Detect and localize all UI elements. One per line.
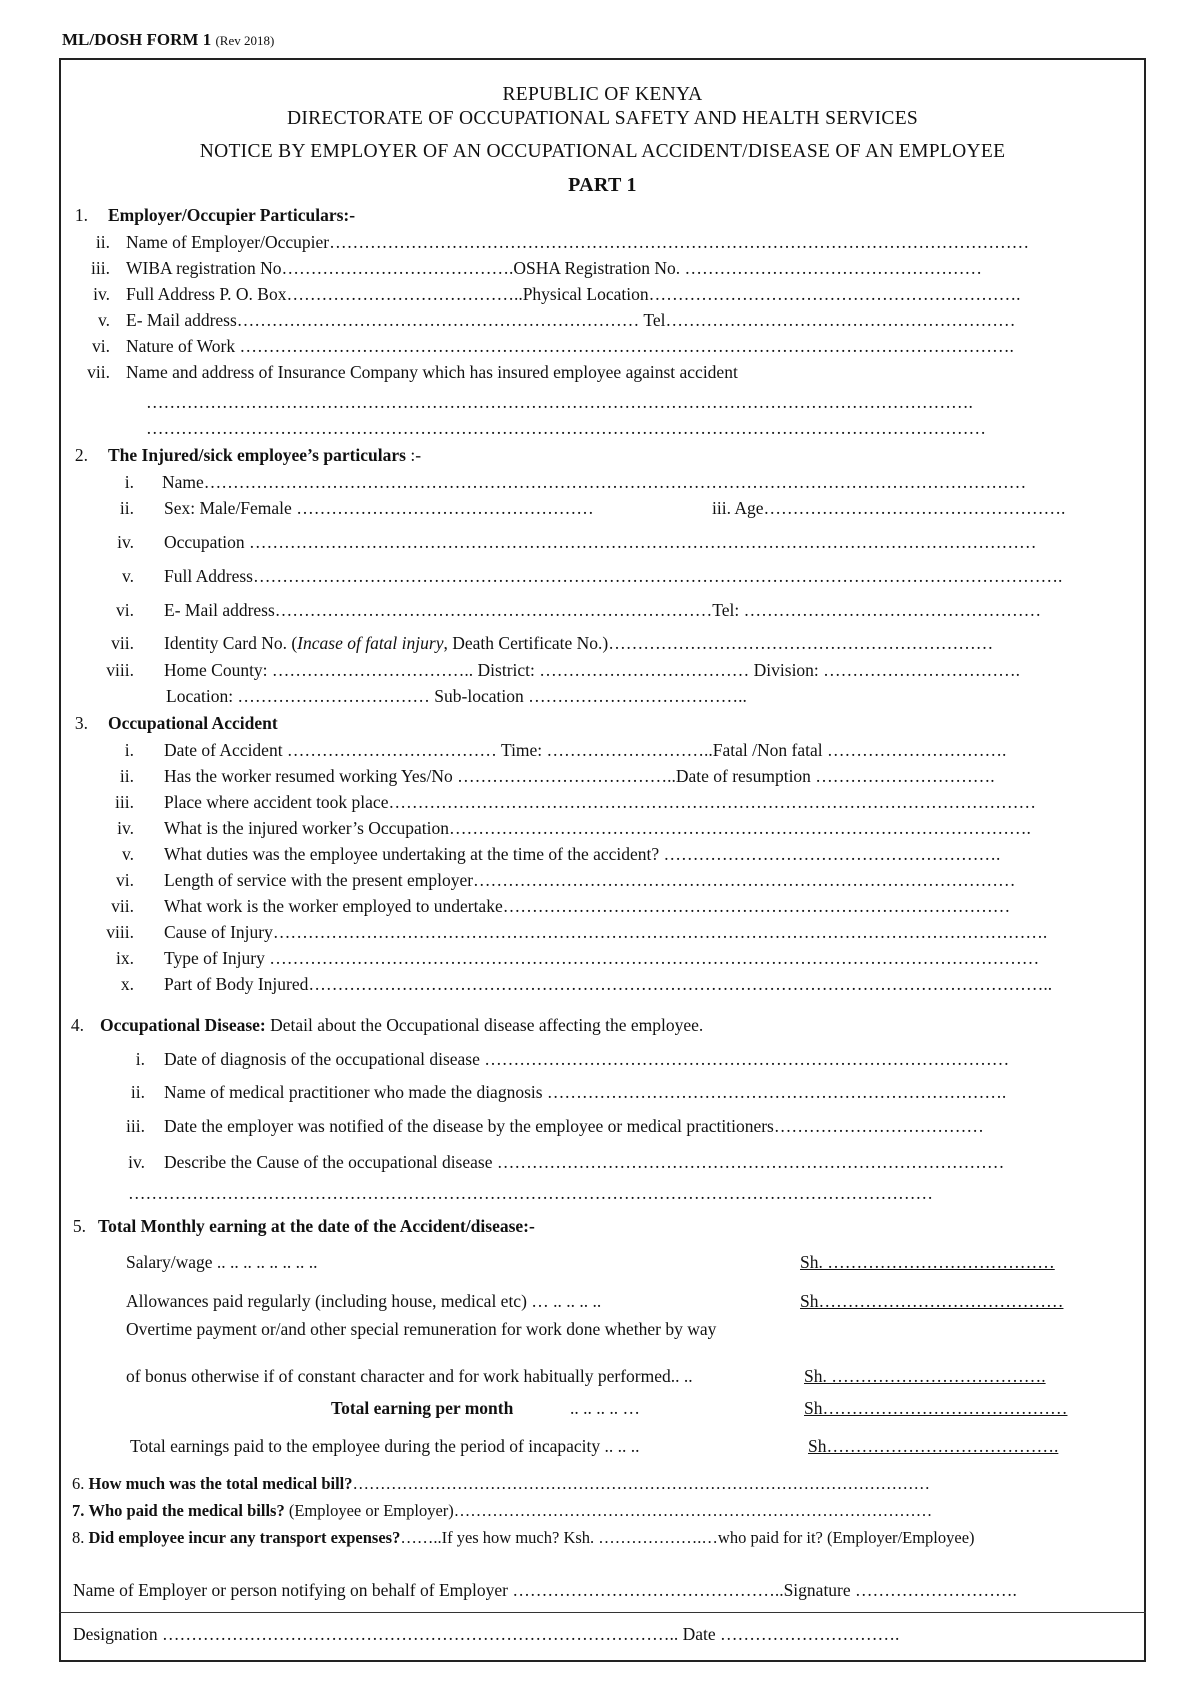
s4-notified-date-field[interactable]: Date the employer was notified of the disease by the employee or medical practitioners……………………………… bbox=[164, 1116, 984, 1136]
s2-iv-number: iv. bbox=[117, 532, 134, 552]
s3-resumed-field[interactable]: Has the worker resumed working Yes/No ………………………………..Date of resumption …………………………. bbox=[164, 766, 995, 786]
s5-total-dots: .. .. .. .. … bbox=[570, 1398, 640, 1418]
s5-salary-field[interactable]: Sh. ………………………………… bbox=[800, 1252, 1055, 1272]
s3-work-employed-field[interactable]: What work is the worker employed to undertake…………………………………………………………………………… bbox=[164, 896, 1011, 916]
header-part: PART 1 bbox=[568, 174, 637, 196]
section-4-number: 4. bbox=[70, 1015, 84, 1035]
section-2-heading bbox=[108, 445, 421, 466]
s6-question: How much was the total medical bill? bbox=[88, 1474, 353, 1493]
s7-question: Who paid the medical bills? bbox=[88, 1501, 285, 1520]
s4-cause-field[interactable]: Describe the Cause of the occupational disease …………………………………………………………………………… bbox=[164, 1152, 1005, 1172]
s2-age-field[interactable]: iii. Age……………………………………………. bbox=[712, 498, 1066, 518]
s1-ii-number: ii. bbox=[95, 232, 110, 252]
s3-ix-number: ix. bbox=[116, 948, 134, 968]
s3-iv-number: iv. bbox=[117, 818, 134, 838]
section-2-title-tail: :- bbox=[405, 445, 422, 465]
section-4-title: Occupational Disease: bbox=[100, 1015, 266, 1035]
s3-length-of-service-field[interactable]: Length of service with the present employer………………………………………………………………………………… bbox=[164, 870, 1016, 890]
s1-address-field[interactable]: Full Address P. O. Box…………………………………..Physical Location………………………………………………………. bbox=[126, 284, 1021, 304]
s2-location-field[interactable]: Location: …………………………… Sub-location ……………………………….. bbox=[166, 686, 747, 706]
s2-vii-number: vii. bbox=[111, 633, 134, 653]
s4-iii-number: iii. bbox=[126, 1116, 145, 1136]
s4-practitioner-field[interactable]: Name of medical practitioner who made the diagnosis ……………………………………………………………………. bbox=[164, 1082, 1007, 1102]
s1-insurance-line-2[interactable]: ……………………………………………………………………………………………………………………………… bbox=[146, 418, 986, 438]
s4-cause-line-2[interactable]: ………………………………………………………………………………………………………………………… bbox=[128, 1183, 933, 1203]
s6-number: 6. bbox=[72, 1474, 85, 1493]
s5-total-label: Total earning per month bbox=[331, 1398, 514, 1418]
s1-registration-field[interactable]: WIBA registration No………………………………….OSHA Registration No. …………………………………………… bbox=[126, 258, 983, 278]
s8-number: 8. bbox=[72, 1528, 85, 1547]
s1-insurance-label: Name and address of Insurance Company which has insured employee against accident bbox=[126, 362, 738, 382]
s1-vi-number: vi. bbox=[92, 336, 110, 356]
s6-dots: …………………………………………………………………………………………… bbox=[352, 1474, 930, 1493]
s1-vii-number: vii. bbox=[87, 362, 110, 382]
s5-allowances-field[interactable]: Sh…………………………………… bbox=[800, 1291, 1064, 1311]
section-4-heading bbox=[100, 1015, 703, 1036]
s2-full-address-field[interactable]: Full Address…………………………………………………………………………………………………………………………. bbox=[164, 566, 1063, 586]
s3-cause-field[interactable]: Cause of Injury……………………………………………………………………………………………………………………. bbox=[164, 922, 1048, 942]
s2-id-card-fatal-note: Incase of fatal injury bbox=[297, 633, 444, 653]
s3-ii-number: ii. bbox=[119, 766, 134, 786]
s3-vii-number: vii. bbox=[111, 896, 134, 916]
s5-overtime-field[interactable]: Sh. ………………………………. bbox=[804, 1366, 1046, 1386]
s4-ii-number: ii. bbox=[130, 1082, 145, 1102]
s2-viii-number: viii. bbox=[106, 660, 134, 680]
s2-email-field[interactable]: E- Mail address…………………………………………………………………Tel: …………………………………………… bbox=[164, 600, 1042, 620]
s8-transport-field[interactable] bbox=[72, 1528, 975, 1548]
s5-allowances-label: Allowances paid regularly (including house, medical etc) … .. .. .. .. bbox=[126, 1291, 602, 1311]
s2-vi-number: vi. bbox=[116, 600, 134, 620]
section-4-title-tail: Detail about the Occupational disease affecting the employee. bbox=[265, 1015, 704, 1035]
s3-v-number: v. bbox=[122, 844, 134, 864]
header-directorate: DIRECTORATE OF OCCUPATIONAL SAFETY AND HEALTH SERVICES bbox=[286, 108, 919, 129]
footer-divider bbox=[59, 1612, 1146, 1613]
section-5-title: Total Monthly earning at the date of the Accident/disease:- bbox=[98, 1216, 535, 1236]
section-1-title: Employer/Occupier Particulars:- bbox=[108, 205, 356, 225]
s2-v-number: v. bbox=[122, 566, 134, 586]
s1-v-number: v. bbox=[98, 310, 110, 330]
s5-incapacity-field[interactable]: Sh…………………………………. bbox=[808, 1436, 1059, 1456]
s2-id-card-dots: , Death Certificate No.)………………………………………………………… bbox=[443, 633, 994, 653]
s5-salary-label: Salary/wage .. .. .. .. .. .. .. .. bbox=[126, 1252, 318, 1272]
section-3-number: 3. bbox=[74, 713, 88, 733]
s4-iv-number: iv. bbox=[128, 1152, 145, 1172]
s2-occupation-field[interactable]: Occupation ……………………………………………………………………………………………………………………… bbox=[164, 532, 1037, 552]
s3-type-of-injury-field[interactable]: Type of Injury …………………………………………………………………………………………………………………… bbox=[164, 948, 1040, 968]
s2-county-field[interactable]: Home County: …………………………….. District: ……………………………… Division: ……………………………. bbox=[164, 660, 1021, 680]
footer-designation-date-field[interactable]: Designation …………………………………………………………………………….. Date …………………………. bbox=[73, 1624, 900, 1644]
s3-vi-number: vi. bbox=[116, 870, 134, 890]
form-code: ML/DOSH FORM 1 bbox=[62, 30, 212, 49]
s3-iii-number: iii. bbox=[115, 792, 134, 812]
s6-medical-bill-field[interactable] bbox=[72, 1474, 930, 1494]
form-revision: (Rev 2018) bbox=[215, 33, 275, 48]
s4-i-number: i. bbox=[135, 1049, 145, 1069]
section-2-title: The Injured/sick employee’s particulars bbox=[108, 445, 406, 465]
s7-number: 7. bbox=[72, 1501, 85, 1520]
s5-overtime-label-2: of bonus otherwise if of constant character and for work habitually performed.. .. bbox=[126, 1366, 693, 1386]
s3-i-number: i. bbox=[124, 740, 134, 760]
s3-viii-number: viii. bbox=[106, 922, 134, 942]
s1-iii-number: iii. bbox=[91, 258, 110, 278]
s5-overtime-label-1: Overtime payment or/and other special remuneration for work done whether by way bbox=[126, 1319, 717, 1339]
s1-insurance-line-1[interactable]: ……………………………………………………………………………………………………………………………. bbox=[146, 392, 973, 412]
s1-employer-name-field[interactable]: Name of Employer/Occupier………………………………………………………………………………………………………… bbox=[126, 232, 1030, 252]
s2-sex-field[interactable]: Sex: Male/Female …………………………………………… bbox=[164, 498, 594, 518]
section-1-number: 1. bbox=[74, 205, 88, 225]
s3-occupation-field[interactable]: What is the injured worker’s Occupation………………………………………………………………………………………. bbox=[164, 818, 1031, 838]
s1-email-field[interactable]: E- Mail address…………………………………………………………… Tel…………………………………………………… bbox=[126, 310, 1016, 330]
s8-tail: ……..If yes how much? Ksh. ……………….…who paid for it? (Employer/Employee) bbox=[400, 1528, 975, 1547]
s2-name-field[interactable]: Name…………………………………………………………………………………………………………………………… bbox=[162, 472, 1027, 492]
s7-who-paid-field[interactable] bbox=[72, 1501, 932, 1521]
s2-id-card-field[interactable] bbox=[164, 633, 993, 654]
section-2-number: 2. bbox=[74, 445, 88, 465]
s2-i-number: i. bbox=[124, 472, 134, 492]
s7-tail: (Employee or Employer)…………………………………………………………………………… bbox=[284, 1501, 933, 1520]
s3-date-of-accident-field[interactable]: Date of Accident ……………………………… Time: ………………………..Fatal /Non fatal …………………………. bbox=[164, 740, 1007, 760]
s1-iv-number: iv. bbox=[93, 284, 110, 304]
s3-place-field[interactable]: Place where accident took place………………………………………………………………………………………………… bbox=[164, 792, 1036, 812]
section-3-title: Occupational Accident bbox=[108, 713, 278, 733]
s8-question: Did employee incur any transport expenses? bbox=[88, 1528, 401, 1547]
s2-id-card-label: Identity Card No. ( bbox=[164, 633, 298, 653]
form-number bbox=[62, 30, 274, 50]
footer-name-signature-field[interactable]: Name of Employer or person notifying on behalf of Employer ………………………………………..Signature ………………………. bbox=[73, 1580, 1017, 1600]
s3-body-part-field[interactable]: Part of Body Injured……………………………………………………………………………………………………………….. bbox=[164, 974, 1053, 994]
s2-ii-number: ii. bbox=[119, 498, 134, 518]
s5-incapacity-label: Total earnings paid to the employee during the period of incapacity .. .. .. bbox=[130, 1436, 640, 1456]
header-republic: REPUBLIC OF KENYA bbox=[502, 84, 703, 105]
s4-diagnosis-date-field[interactable]: Date of diagnosis of the occupational disease ……………………………………………………………………………… bbox=[164, 1049, 1010, 1069]
s3-duties-field[interactable]: What duties was the employee undertaking at the time of the accident? …………………………………………………. bbox=[164, 844, 1001, 864]
header-notice: NOTICE BY EMPLOYER OF AN OCCUPATIONAL ACCIDENT/DISEASE OF AN EMPLOYEE bbox=[199, 141, 1006, 162]
s3-x-number: x. bbox=[120, 974, 134, 994]
s5-total-field[interactable]: Sh…………………………………… bbox=[804, 1398, 1068, 1418]
section-5-number: 5. bbox=[72, 1216, 86, 1236]
s1-nature-of-work-field[interactable]: Nature of Work ……………………………………………………………………………………………………………………. bbox=[126, 336, 1014, 356]
